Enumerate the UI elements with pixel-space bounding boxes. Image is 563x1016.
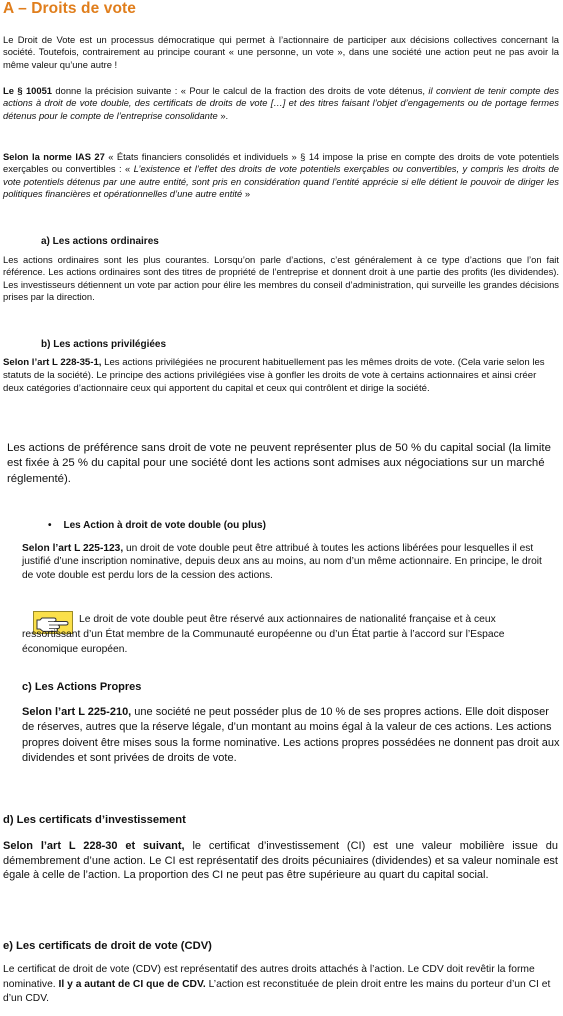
text-certificats-investissement: le certificat d’investissement (CI) est une valeur mobilière issue du démembrement d’une action. Le CI est représentatif des droits pécuniaires (dividendes) et sa valeur nominale est égale à celle de l’action. La proportion des CI ne peut pas être supérieure au quart du capital social.	[3, 840, 559, 882]
heading-certificats-droit-vote: e) Les certificats de droit de vote (CDV)	[3, 940, 212, 952]
heading-certificats-investissement: d) Les certificats d’investissement	[3, 814, 186, 826]
intro-paragraph: Le Droit de Vote est un processus démocratique qui permet à l’actionnaire de participer aux décisions collectives concernant la société. Toutefois, contrairement au principe courant « une personne, un vote », dans une société une action peut ne pas avoir la même valeur qu’une autre !	[3, 34, 559, 70]
lead-10051: donne la précision suivante : « Pour le calcul de la fraction des droits de vote détenus,	[52, 85, 429, 96]
bullet-glyph: •	[48, 520, 52, 531]
tail-10051: ».	[217, 109, 229, 121]
heading-actions-privilegiees: b) Les actions privilégiées	[41, 339, 167, 350]
paragraph-ias27	[3, 151, 559, 200]
paragraph-actions-ordinaires: Les actions ordinaires sont les plus courantes. Lorsqu’on parle d’actions, c’est généralement à ce type d’actions que l’on fait référence. Les actions ordinaires sont des titres de propriété de l’entreprise et donnent droit à une partie des profits (les dividendes). Les investisseurs détiennent un vote par action pour élire les membres du conseil d’administration, qui surveille les grandes décisions prises par la direction.	[3, 254, 559, 302]
note-double-vote: Le droit de vote double peut être réservé aux actionnaires de nationalité française et à ceux ressortissant d’un État membre de la Communauté européenne ou d’un État partie à l’accord sur l’Espace économique européen.	[22, 614, 505, 655]
quote-10051: il convient de tenir compte des actions à droit de vote double, des certificats de droits de vote […] et des titres faisant l’objet d’engagements ou de portage fermes détenus pour le compte de l’entreprise consolidante	[3, 85, 559, 121]
paragraph-certificats-droit-vote	[3, 963, 558, 1007]
lead-cdv: Le certificat de droit de vote (CDV) est représentatif des autres droits attachés à l’action. Le CDV doit revêtir la forme nominative.	[3, 964, 535, 990]
ref-l225-123: Selon l’art L 225-123,	[22, 543, 124, 554]
text-actions-propres: une société ne peut posséder plus de 10 % de ses propres actions. Elle doit disposer de réserves, autres que la réserve légale, d’un montant au moins égal à la valeur de ces actions. Les actions propres doivent être mises sous la forme nominative. Les actions propres possédées ne donnent pas droit aux dividendes et sont privées de droits de vote.	[22, 706, 560, 764]
paragraph-actions-propres	[22, 705, 563, 766]
ref-l228-35-1: Selon l’art L 228-35-1,	[3, 357, 102, 368]
heading-actions-propres: c) Les Actions Propres	[22, 681, 142, 693]
paragraph-certificats-investissement	[3, 839, 558, 883]
lead-ias27: « États financiers consolidés et individuels » § 14 impose la prise en compte des droits de vote potentiels exerçables ou convertibles : «	[3, 151, 559, 175]
ref-l225-210: Selon l’art L 225-210,	[22, 706, 132, 718]
bullet-double-vote	[48, 520, 266, 531]
heading-actions-ordinaires: a) Les actions ordinaires	[41, 236, 159, 247]
ref-10051: Le § 10051	[3, 85, 53, 96]
quote-ias27: L’existence et l’effet des droits de vote potentiels exerçables ou convertibles, y compris les droits de vote potentiels détenus par une autre entité, sont pris en considération quand l’entité apprécie si elle détient le pouvoir de diriger les politiques financières et opérationnelles d’une autre entité	[3, 163, 559, 199]
ref-ias27: Selon la norme IAS 27	[3, 151, 105, 162]
tail-ias27: »	[242, 187, 251, 199]
tail-cdv: L’action est reconstituée de plein droit entre les mains du porteur d’un CI et d’un CDV.	[3, 978, 551, 1005]
heading-double-vote: Les Action à droit de vote double (ou plus)	[63, 520, 266, 531]
paragraph-preference-shares: Les actions de préférence sans droit de vote ne peuvent représenter plus de 50 % du capital social (la limite est fixée à 25 % du capital pour une société dont les actions sont admises aux négociations sur un marché réglementé).	[7, 442, 551, 485]
paragraph-double-vote	[22, 542, 550, 582]
text-actions-privilegiees: Les actions privilégiées ne procurent habituellement pas les mêmes droits de vote. (Cela varie selon les statuts de la société). Le principe des actions privilégiées vise à gonfler les droits de vote à certains actionnaires et ainsi créer deux catégories d’actionnaire ceux qui apportent du capital et ceux qui contrôlent et dirige la société.	[3, 357, 545, 394]
paragraph-10051	[3, 85, 559, 122]
bold-cdv: Il y a autant de CI que de CDV.	[58, 978, 206, 990]
page-title: A – Droits de vote	[3, 0, 137, 17]
text-double-vote: un droit de vote double peut être attribué à toutes les actions libérées pour lesquelles il est justifié d’une inscription nominative, depuis deux ans au moins, au nom d’un même actionnaire. En principe, le droit de vote double est perdu lors de la cession des actions.	[22, 543, 542, 581]
paragraph-actions-privilegiees	[3, 357, 559, 395]
ref-l228-30: Selon l’art L 228-30 et suivant,	[3, 840, 185, 852]
